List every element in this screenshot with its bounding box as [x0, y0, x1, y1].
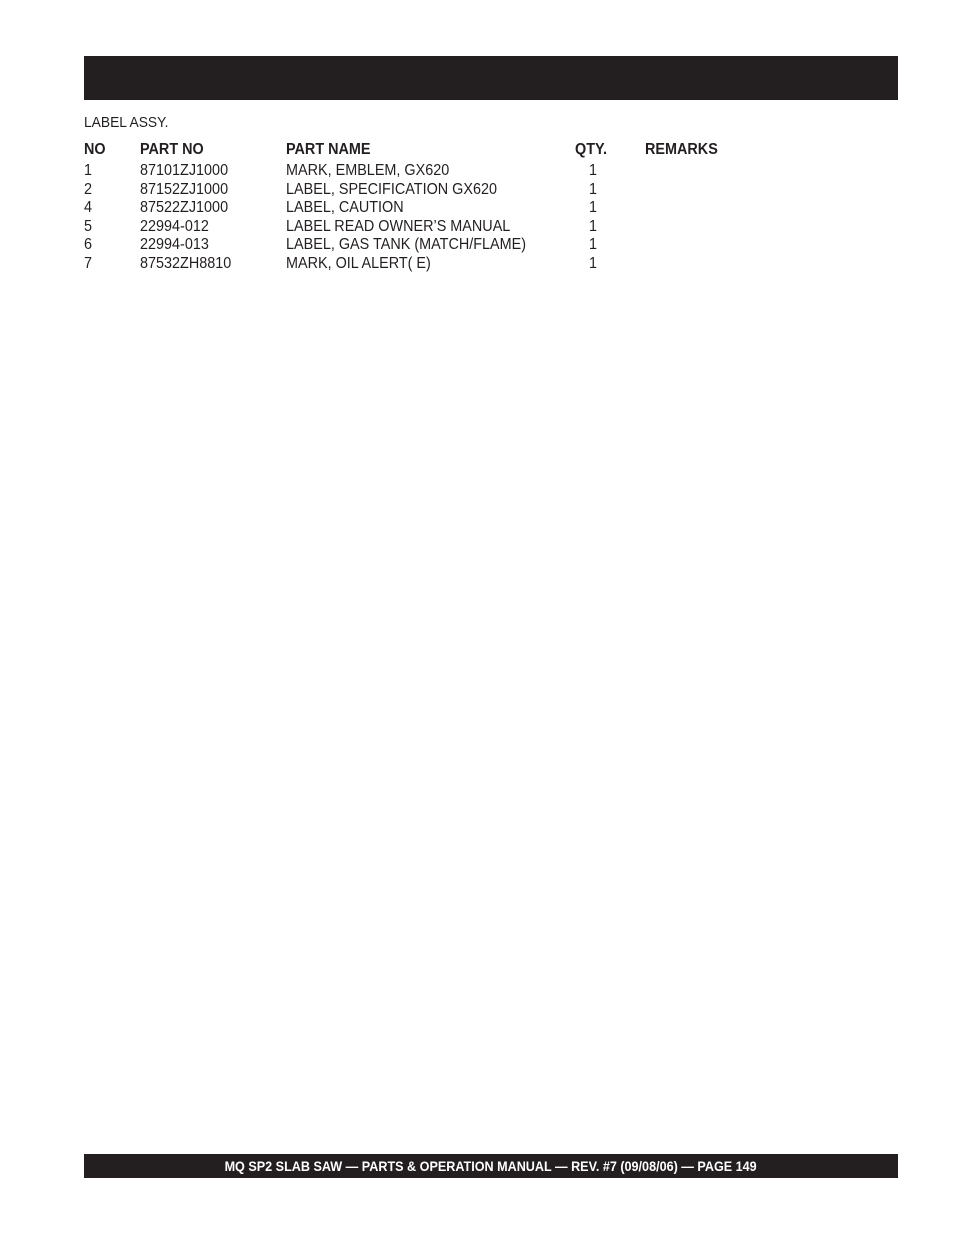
row-remarks: [645, 181, 765, 200]
parts-table: [84, 141, 765, 274]
row-part-no: 87152ZJ1000: [140, 180, 229, 198]
row-part-no: 87522ZJ1000: [140, 199, 229, 217]
table-row: [84, 181, 765, 200]
table-row: [84, 255, 765, 274]
row-remarks: [645, 255, 765, 274]
table-row: [84, 162, 765, 181]
row-part-name: LABEL READ OWNER’S MANUAL: [286, 217, 511, 235]
table-header-row: [84, 141, 765, 162]
row-part-no: 87101ZJ1000: [140, 162, 229, 179]
table-row: [84, 218, 765, 237]
row-no: 4: [84, 199, 93, 217]
row-qty: 1: [589, 254, 598, 272]
row-no: 1: [84, 162, 93, 179]
row-remarks: [645, 218, 765, 237]
row-part-no: 22994-012: [140, 217, 209, 235]
header-qty: QTY.: [575, 141, 608, 158]
row-qty: 1: [589, 236, 598, 254]
row-no: 6: [84, 236, 93, 254]
header-part-no: PART NO: [140, 141, 204, 158]
row-qty: 1: [589, 180, 598, 198]
table-row: [84, 199, 765, 218]
header-bar: [84, 56, 898, 100]
table-row: [84, 236, 765, 255]
row-remarks: [645, 162, 765, 181]
row-no: 2: [84, 180, 93, 198]
footer-text: MQ SP2 SLAB SAW — PARTS & OPERATION MANUAL — REV. #7 (09/08/06) — PAGE 149: [224, 1158, 758, 1174]
row-part-name: LABEL, CAUTION: [286, 199, 404, 217]
footer-bar: [84, 1154, 898, 1178]
row-part-name: LABEL, SPECIFICATION GX620: [286, 180, 498, 198]
row-no: 7: [84, 254, 93, 272]
row-part-name: MARK, EMBLEM, GX620: [286, 162, 450, 179]
row-part-name: MARK, OIL ALERT( E): [286, 254, 431, 272]
row-remarks: [645, 199, 765, 218]
row-qty: 1: [589, 162, 598, 179]
row-qty: 1: [589, 199, 598, 217]
row-part-name: LABEL, GAS TANK (MATCH/FLAME): [286, 236, 527, 254]
row-no: 5: [84, 217, 93, 235]
header-no: NO: [84, 141, 106, 158]
section-title: LABEL ASSY.: [84, 114, 169, 131]
row-part-no: 22994-013: [140, 236, 209, 254]
row-qty: 1: [589, 217, 598, 235]
row-remarks: [645, 236, 765, 255]
header-part-name: PART NAME: [286, 141, 371, 158]
header-remarks: REMARKS: [645, 141, 718, 158]
row-part-no: 87532ZH8810: [140, 254, 232, 272]
